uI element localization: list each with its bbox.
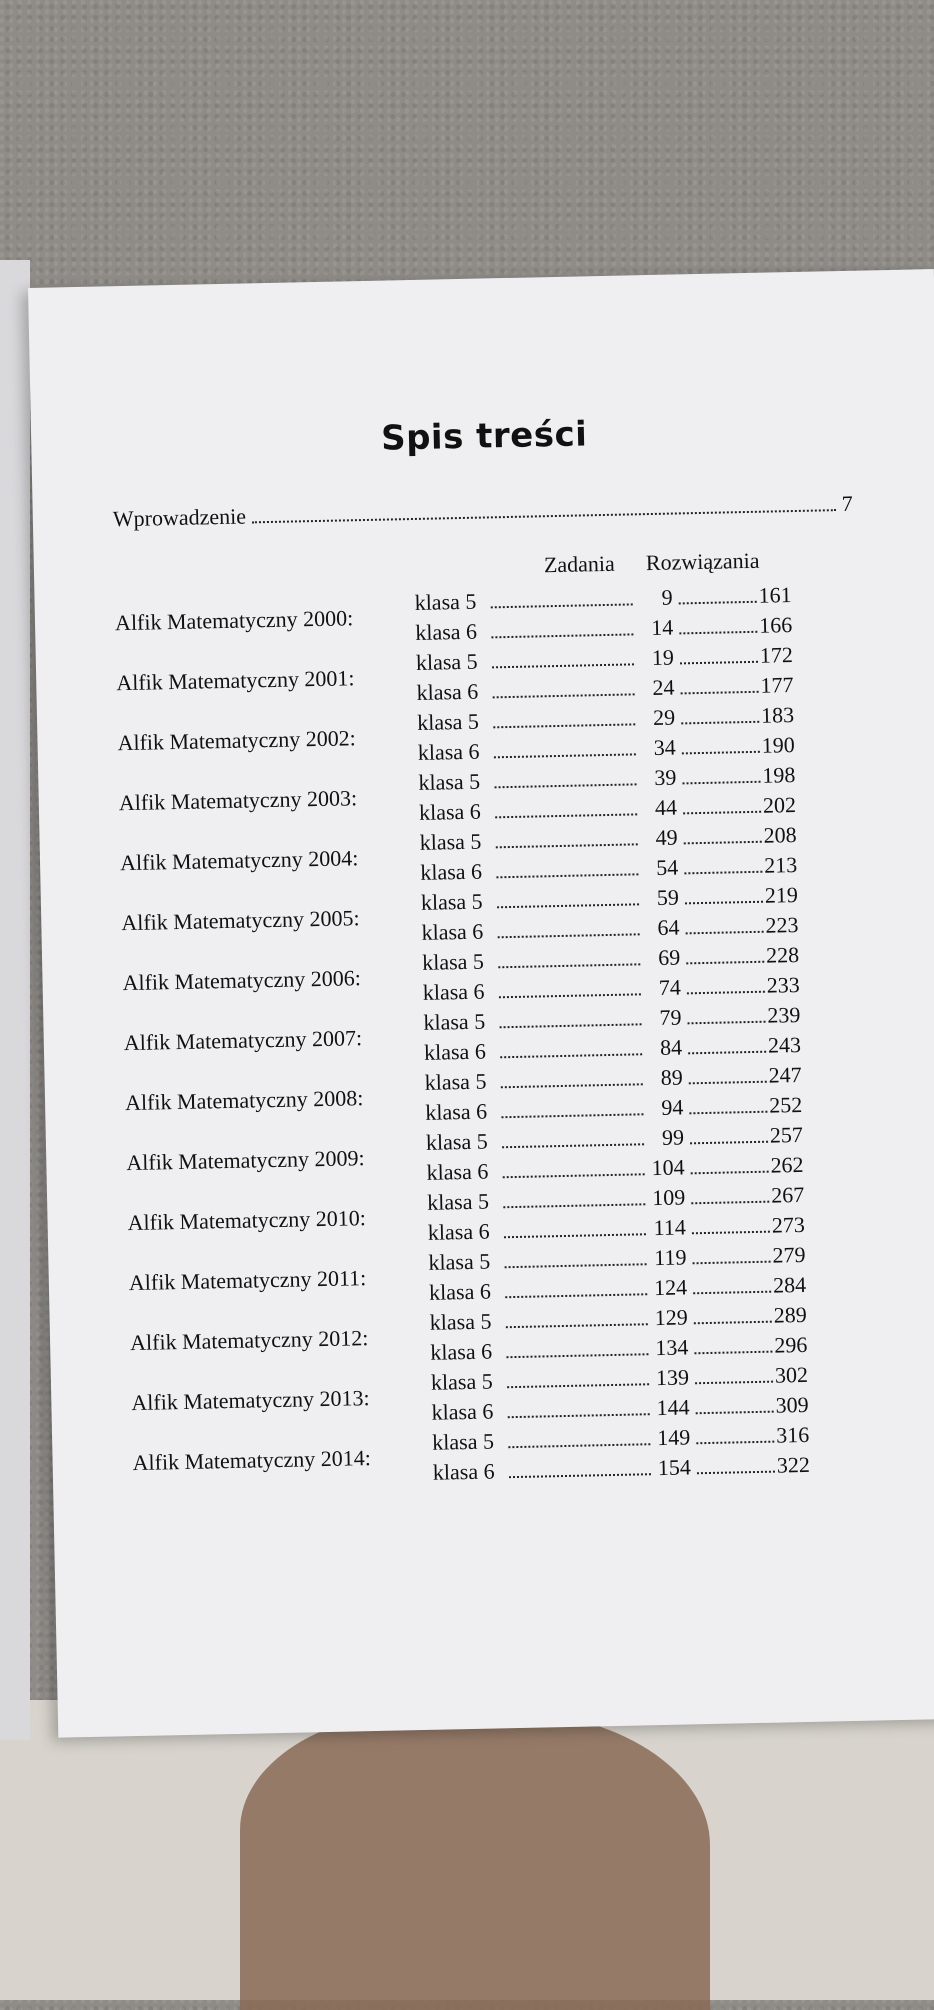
leader-dots	[502, 1143, 644, 1148]
zadania-page: 104	[651, 1154, 685, 1181]
leader-dots	[688, 1021, 766, 1025]
leader-dots	[491, 603, 633, 608]
year-label: Alfik Matematyczny 2014:	[132, 1445, 372, 1476]
klasa-label: klasa 5	[416, 708, 480, 735]
zadania-page: 49	[655, 824, 678, 850]
zadania-page: 79	[659, 1004, 682, 1030]
intro-page-number: 7	[841, 490, 853, 517]
rozwiazania-page: 228	[765, 941, 800, 968]
leader-dots	[499, 993, 641, 998]
year-label: Alfik Matematyczny 2005:	[121, 905, 360, 936]
leader-dots	[498, 963, 640, 968]
year-label: Alfik Matematyczny 2002:	[117, 725, 357, 756]
rozwiazania-page: 190	[761, 732, 795, 758]
leader-dots	[683, 811, 761, 815]
klasa-label: klasa 6	[432, 1458, 495, 1485]
leader-dots	[492, 663, 634, 668]
rozwiazania-page: 257	[769, 1121, 804, 1148]
rozwiazania-page: 247	[768, 1061, 802, 1088]
rozwiazania-page: 172	[759, 642, 794, 668]
klasa-label: klasa 6	[430, 1338, 493, 1365]
leader-dots	[684, 841, 762, 845]
rozwiazania-page: 252	[769, 1091, 803, 1118]
leader-dots	[507, 1383, 649, 1388]
year-label: Alfik Matematyczny 2003:	[118, 785, 358, 816]
rozwiazania-page: 183	[760, 702, 795, 728]
rozwiazania-page: 284	[772, 1271, 807, 1298]
zadania-page: 9	[661, 584, 673, 610]
leader-dots	[680, 661, 758, 665]
zadania-page: 154	[657, 1454, 692, 1481]
leader-dots	[495, 813, 637, 818]
leader-dots	[493, 723, 635, 728]
klasa-label: klasa 5	[415, 648, 478, 675]
klasa-label: klasa 5	[426, 1188, 490, 1215]
zadania-page: 124	[653, 1274, 688, 1301]
leader-dots	[503, 1173, 645, 1178]
klasa-label: klasa 6	[425, 1098, 488, 1125]
zadania-page: 134	[655, 1334, 689, 1361]
leader-dots	[691, 1171, 769, 1175]
rozwiazania-page: 166	[758, 612, 793, 638]
rozwiazania-page: 289	[773, 1301, 807, 1328]
leader-dots	[690, 1141, 768, 1145]
rozwiazania-page: 177	[760, 672, 794, 698]
zadania-page: 74	[658, 974, 682, 1000]
year-label: Alfik Matematyczny 2008:	[124, 1085, 364, 1116]
leader-dots	[696, 1411, 774, 1415]
leader-dots	[696, 1441, 774, 1445]
klasa-label: klasa 5	[425, 1128, 488, 1155]
zadania-page: 64	[657, 914, 680, 940]
leader-dots	[685, 901, 763, 905]
leader-dots	[497, 903, 639, 908]
klasa-label: klasa 5	[432, 1428, 495, 1455]
rozwiazania-page: 213	[763, 852, 798, 878]
klasa-label: klasa 6	[422, 978, 485, 1005]
klasa-label: klasa 6	[426, 1158, 489, 1185]
zadania-page: 14	[650, 614, 674, 641]
zadania-page: 69	[657, 944, 681, 970]
leader-dots	[697, 1471, 775, 1475]
klasa-label: klasa 5	[428, 1248, 491, 1275]
year-label: Alfik Matematyczny 2009:	[126, 1145, 365, 1176]
klasa-label: klasa 6	[417, 738, 480, 765]
rozwiazania-page: 233	[766, 971, 801, 998]
zadania-page: 94	[661, 1094, 684, 1120]
leader-dots	[508, 1413, 650, 1418]
book-page	[28, 269, 934, 1738]
leader-dots	[504, 1233, 646, 1238]
klasa-label: klasa 6	[431, 1398, 494, 1425]
zadania-page: 139	[655, 1364, 690, 1391]
zadania-page: 144	[656, 1394, 690, 1421]
leader-dots	[508, 1443, 650, 1448]
leader-dots	[505, 1263, 647, 1268]
year-label: Alfik Matematyczny 2001:	[116, 665, 355, 696]
year-label: Alfik Matematyczny 2007:	[123, 1025, 363, 1056]
leader-dots	[693, 1291, 771, 1295]
zadania-page: 39	[654, 764, 677, 790]
klasa-label: klasa 6	[416, 678, 479, 705]
zadania-page: 44	[654, 794, 678, 820]
zadania-page: 29	[652, 704, 676, 730]
leader-dots	[506, 1353, 648, 1358]
leader-dots	[689, 1081, 767, 1085]
header-rozwiazania: Rozwiązania	[645, 547, 760, 576]
rozwiazania-page: 239	[767, 1001, 801, 1028]
leader-dots	[694, 1321, 772, 1325]
zadania-page: 54	[656, 854, 679, 880]
leader-dots	[692, 1231, 770, 1235]
zadania-page: 119	[653, 1244, 687, 1271]
leader-dots	[495, 783, 637, 788]
klasa-label: klasa 6	[423, 1038, 487, 1065]
zadania-page: 89	[660, 1064, 683, 1090]
zadania-page: 24	[652, 674, 675, 701]
year-label: Alfik Matematyczny 2000:	[114, 605, 354, 636]
leader-dots	[509, 1473, 651, 1478]
intro-label: Wprowadzenie	[112, 503, 247, 532]
zadania-page: 109	[651, 1184, 686, 1211]
klasa-label: klasa 6	[428, 1278, 492, 1305]
klasa-label: klasa 6	[427, 1218, 490, 1245]
zadania-page: 19	[651, 644, 675, 671]
rozwiazania-page: 316	[775, 1421, 810, 1448]
leader-dots	[252, 509, 836, 523]
leader-dots	[686, 961, 764, 965]
leader-dots	[689, 1111, 767, 1115]
year-label: Alfik Matematyczny 2010:	[127, 1205, 367, 1236]
leader-dots	[501, 1083, 643, 1088]
year-label: Alfik Matematyczny 2013:	[131, 1385, 370, 1416]
klasa-label: klasa 5	[414, 588, 477, 615]
zadania-page: 149	[656, 1424, 691, 1451]
rozwiazania-page: 267	[770, 1181, 805, 1208]
leader-dots	[682, 751, 760, 755]
toc-list	[114, 580, 893, 1496]
rozwiazania-page: 198	[762, 762, 796, 788]
header-zadania: Zadania	[543, 550, 616, 578]
zadania-page: 129	[654, 1304, 688, 1331]
rozwiazania-page: 202	[762, 792, 797, 818]
leader-dots	[693, 1261, 771, 1265]
zadania-page: 114	[653, 1214, 687, 1241]
klasa-label: klasa 5	[423, 1008, 486, 1035]
zadania-page: 99	[661, 1124, 685, 1150]
year-label: Alfik Matematyczny 2012:	[129, 1325, 369, 1356]
zadania-page: 59	[656, 884, 680, 910]
leader-dots	[679, 601, 757, 605]
leader-dots	[496, 873, 638, 878]
leader-dots	[691, 1201, 769, 1205]
klasa-label: klasa 6	[421, 918, 484, 945]
rozwiazania-page: 273	[771, 1211, 806, 1238]
page-title: Spis treści	[380, 414, 588, 459]
leader-dots	[681, 721, 759, 725]
leader-dots	[684, 871, 762, 875]
leader-dots	[695, 1381, 773, 1385]
leader-dots	[500, 1053, 642, 1058]
klasa-label: klasa 5	[420, 888, 483, 915]
leader-dots	[682, 781, 760, 785]
leader-dots	[493, 693, 635, 698]
rozwiazania-page: 279	[772, 1241, 806, 1268]
leader-dots	[687, 991, 765, 995]
leader-dots	[498, 933, 640, 938]
year-label: Alfik Matematyczny 2004:	[119, 845, 359, 876]
leader-dots	[506, 1323, 648, 1328]
rozwiazania-page: 322	[776, 1451, 811, 1478]
leader-dots	[496, 843, 638, 848]
rozwiazania-page: 243	[767, 1031, 802, 1058]
leader-dots	[500, 1023, 642, 1028]
leader-dots	[505, 1293, 647, 1298]
klasa-label: klasa 6	[418, 798, 482, 825]
toc-intro-row[interactable]	[113, 491, 853, 532]
leader-dots	[681, 691, 759, 695]
leader-dots	[494, 753, 636, 758]
zadania-page: 34	[653, 734, 677, 760]
klasa-label: klasa 6	[415, 618, 478, 645]
zadania-page: 84	[659, 1034, 683, 1060]
leader-dots	[503, 1203, 645, 1208]
rozwiazania-page: 262	[770, 1151, 804, 1178]
rozwiazania-page: 219	[764, 882, 799, 908]
leader-dots	[686, 931, 764, 935]
klasa-label: klasa 5	[430, 1368, 493, 1395]
rozwiazania-page: 302	[774, 1361, 809, 1388]
rozwiazania-page: 161	[758, 582, 792, 608]
year-label: Alfik Matematyczny 2006:	[122, 965, 362, 996]
klasa-label: klasa 5	[419, 828, 482, 855]
rozwiazania-page: 208	[763, 822, 797, 848]
klasa-label: klasa 5	[424, 1068, 487, 1095]
rozwiazania-page: 223	[765, 912, 799, 938]
klasa-label: klasa 6	[420, 858, 483, 885]
leader-dots	[501, 1113, 643, 1118]
klasa-label: klasa 5	[421, 948, 485, 975]
klasa-label: klasa 5	[418, 768, 481, 795]
leader-dots	[491, 633, 633, 638]
rug-pattern	[240, 1710, 710, 2010]
leader-dots	[688, 1051, 766, 1055]
rozwiazania-page: 296	[774, 1331, 808, 1358]
leader-dots	[679, 631, 757, 635]
year-label: Alfik Matematyczny 2011:	[128, 1265, 367, 1296]
previous-page-edge	[0, 260, 30, 1740]
klasa-label: klasa 5	[429, 1308, 492, 1335]
leader-dots	[694, 1351, 772, 1355]
rozwiazania-page: 309	[775, 1391, 809, 1418]
